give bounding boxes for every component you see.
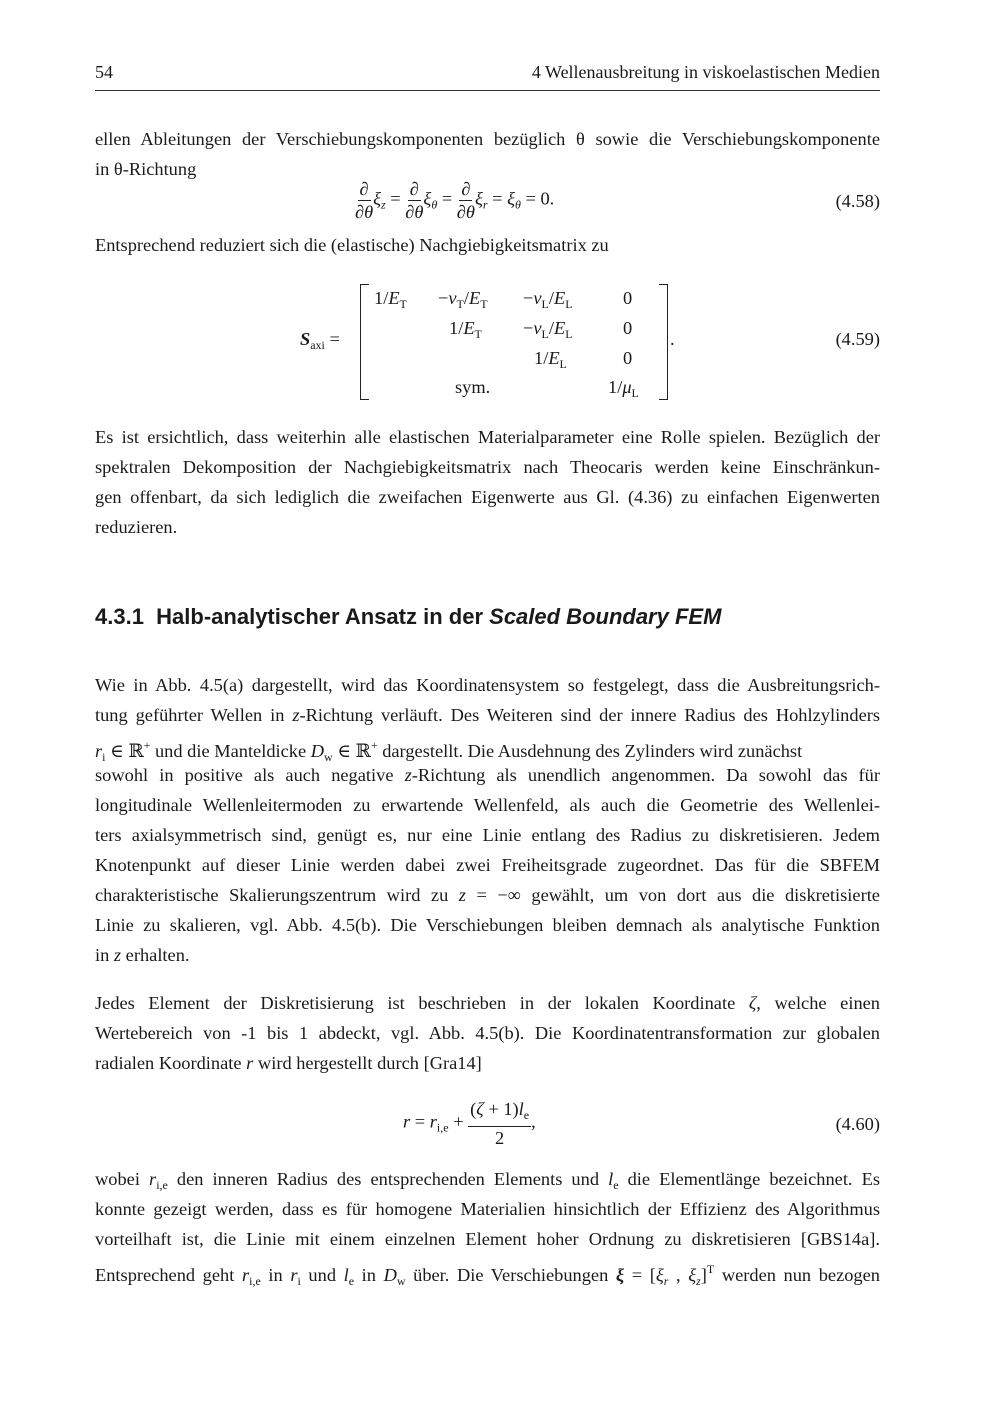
text-line: Jedes Element der Diskretisierung ist beschrieben in der lokalen Koordinate ζ, welche einen [95, 993, 880, 1013]
text-line: Entsprechend reduziert sich die (elastische) Nachgiebigkeitsmatrix zu [95, 235, 609, 255]
left-bracket [360, 284, 369, 400]
text-line: sowohl in positive als auch negative z-Richtung als unendlich angenommen. Da sowohl das für [95, 765, 880, 785]
text-line: $r_i$ ∈ ℝ+ und die Manteldicke $D_w$ ∈ ℝ+ dargestellt. Die Ausdehnung des Zylinders wird zunächst [95, 738, 803, 764]
equation-4-60 [95, 1098, 880, 1154]
intro-paragraph [95, 124, 880, 184]
text-line: in z erhalten. [95, 945, 190, 965]
matrix-cell: $1/E_T$ [449, 318, 482, 341]
equation-4-58 [95, 178, 880, 228]
compliance-matrix [360, 284, 668, 400]
text-line: reduzieren. [95, 517, 178, 537]
text-line: radialen Koordinate r wird hergestellt durch [Gra14] [95, 1053, 482, 1073]
text-line: charakteristische Skalierungszentrum wird zu z = −∞ gewählt, um von dort aus die diskretisierte [95, 885, 880, 905]
text-line: Knotenpunkt auf dieser Linie werden dabei zwei Freiheitsgrade zugeordnet. Das für die SBFEM [95, 855, 880, 875]
equation-body: $\frac{\partial}{\partial\theta}$ $\xi_z$ = $\frac{\partial}{\partial\theta}$ $\xi_\theta$ = $\frac{\partial}{\partial\theta}$ $\xi_r = \xi_\theta = 0$. [355, 179, 555, 222]
matrix-cell: $-\nu_T/E_T$ [438, 288, 488, 311]
text-line: tung geführter Wellen in z-Richtung verläuft. Des Weiteren sind der innere Radius des Hohlzylinders [95, 705, 881, 725]
matrix-cell: $1/E_T$ [374, 288, 407, 311]
equation-4-59: $S_{axi}$ = $1/E_T$ $-\nu_T/E_T$ $-\nu_L/E_L$ 0 $1/E_T$ $-\nu_L/E_L$ 0 $1/E_L$ 0 sym. $1/\mu_L$ . (4.59) [95, 284, 880, 404]
text-line: Entsprechend geht $r_{i,e}$ in $r_i$ und $l_e$ in $D_w$ über. Die Verschiebungen $\xi = [\xi_r$ , $\xi_z]^T$ werden nun bezogen [95, 1262, 880, 1288]
matrix-cell: 0 [623, 348, 633, 368]
text-line: gen offenbart, da sich lediglich die zweifachen Eigenwerte aus Gl. (4.36) zu einfachen Eigenwerten [95, 487, 880, 507]
text-line: ters axialsymmetrisch sind, genügt es, nur eine Linie entlang des Radius zu diskretisieren. Jedem [95, 825, 880, 845]
matrix-cell: $-\nu_L/E_L$ [523, 288, 573, 311]
matrix-cell: $1/E_L$ [534, 348, 567, 371]
text-line: ellen Ableitungen der Verschiebungskomponenten bezüglich θ sowie die Verschiebungskomponente [95, 129, 880, 149]
text-line: Wie in Abb. 4.5(a) dargestellt, wird das Koordinatensystem so festgelegt, dass die Ausbreitungsrich- [95, 675, 880, 695]
section-title-italic: Scaled Boundary FEM [489, 604, 722, 629]
section-number: 4.3.1 [95, 604, 144, 629]
matrix-cell: 0 [623, 288, 633, 308]
text-line: wobei $r_{i,e}$ den inneren Radius des entsprechenden Elements und $l_e$ die Elementlänge bezeichnet. Es [95, 1169, 880, 1192]
matrix-cell: $1/\mu_L$ [608, 377, 639, 400]
equation-number: (4.59) [835, 329, 880, 349]
paragraph-local-coordinate [95, 988, 880, 1078]
section-title: Halb-analytischer Ansatz in der [156, 604, 484, 629]
chapter-title: 4 Wellenausbreitung in viskoelastischen Medien [531, 62, 880, 82]
text-line: longitudinale Wellenleitermoden zu erwartende Wellenfeld, als auch die Geometrie des Wellenlei- [95, 795, 880, 815]
paragraph-after-matrix [95, 422, 880, 542]
text-line: Es ist ersichtlich, dass weiterhin alle elastischen Materialparameter eine Rolle spielen. Bezüglich der [95, 427, 880, 447]
section-heading [95, 604, 721, 630]
matrix-label: $S_{axi}$ = [300, 329, 340, 352]
paragraph-element-description [95, 1164, 880, 1288]
text-line: konnte gezeigt werden, dass es für homogene Materialien hinsichtlich der Effizienz des Algorithmus [95, 1199, 880, 1219]
paragraph-coordinate-system [95, 670, 880, 970]
page-number: 54 [95, 62, 113, 82]
matrix-cell: $-\nu_L/E_L$ [523, 318, 573, 341]
matrix-sym-label: sym. [455, 377, 491, 397]
reduce-paragraph [95, 230, 880, 260]
text-line: in θ-Richtung [95, 159, 197, 179]
equation-body: $r = r_{i,e}$ + $\frac{(\zeta + 1)l_e}{2}$ , [403, 1099, 536, 1148]
text-line: Wertebereich von -1 bis 1 abdeckt, vgl. Abb. 4.5(b). Die Koordinatentransformation zur globalen [95, 1023, 880, 1043]
running-header [95, 60, 880, 91]
right-bracket [659, 284, 668, 400]
equation-number: (4.58) [835, 191, 880, 211]
text-line: vorteilhaft ist, die Linie mit einem einzelnen Element hoher Ordnung zu diskretisieren [GBS14a]. [95, 1229, 880, 1249]
text-line: Linie zu skalieren, vgl. Abb. 4.5(b). Die Verschiebungen bleiben demnach als analytische Funktion [95, 915, 880, 935]
text-line: spektralen Dekomposition der Nachgiebigkeitsmatrix nach Theocaris werden keine Einschränkun- [95, 457, 880, 477]
equation-number: (4.60) [835, 1114, 880, 1134]
matrix-cell: 0 [623, 318, 633, 338]
